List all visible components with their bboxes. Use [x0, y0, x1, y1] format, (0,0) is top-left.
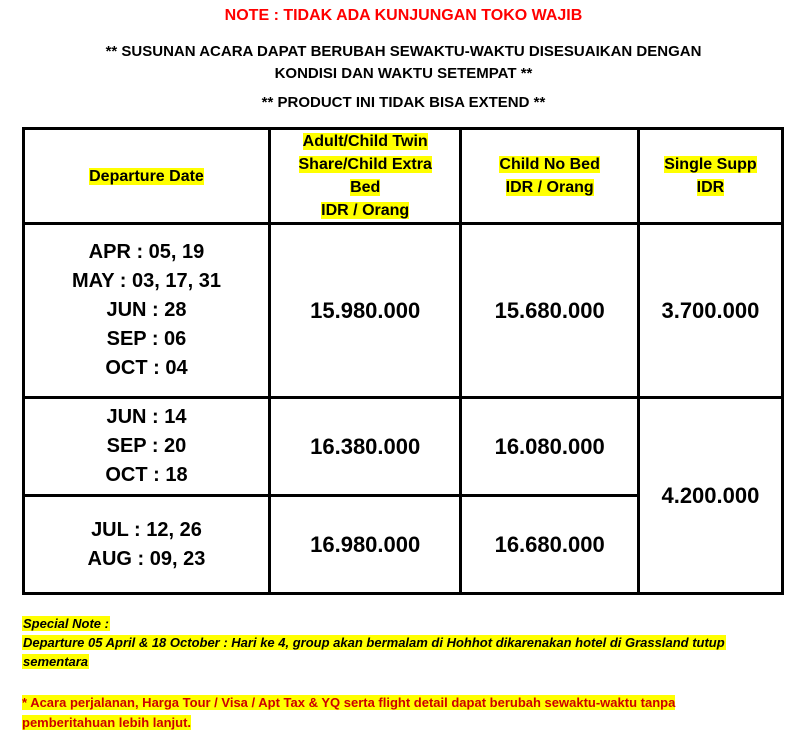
no-shopping-note: NOTE : TIDAK ADA KUNJUNGAN TOKO WAJIB — [224, 7, 583, 24]
child-no-bed-price: 15.680.000 — [461, 224, 638, 398]
schedule-notice-line1: ** SUSUNAN ACARA DAPAT BERUBAH SEWAKTU-WAKTU DISESUAIKAN DENGAN — [105, 43, 702, 60]
table-row — [24, 224, 783, 398]
twin-share-price: 16.380.000 — [269, 398, 461, 496]
schedule-change-notice — [0, 41, 807, 85]
header-child-no-bed: Child No Bed IDR / Orang — [461, 129, 638, 224]
single-supp-price: 4.200.000 — [638, 398, 782, 594]
special-note — [22, 614, 787, 671]
price-table — [22, 127, 784, 595]
schedule-notice-line2: KONDISI DAN WAKTU SETEMPAT ** — [274, 65, 533, 82]
special-note-line1: Departure 05 April & 18 October : Hari ke 4, group akan bermalam di Hohhot dikarenakan hotel di Grassland tutup — [23, 635, 725, 650]
special-note-title: Special Note : — [23, 616, 109, 631]
no-extend-notice: ** PRODUCT INI TIDAK BISA EXTEND ** — [261, 94, 546, 111]
twin-share-price: 15.980.000 — [269, 224, 461, 398]
table-row — [24, 398, 783, 496]
departure-dates: JUN : 14 SEP : 20 OCT : 18 — [24, 398, 270, 496]
header-departure-date: Departure Date — [24, 129, 270, 224]
special-note-line2: sementara — [23, 654, 89, 669]
disclaimer-line2: pemberitahuan lebih lanjut. — [22, 715, 192, 730]
header-twin-share: Adult/Child Twin Share/Child Extra Bed IDR / Orang — [269, 129, 461, 224]
departure-dates: JUL : 12, 26 AUG : 09, 23 — [24, 496, 270, 594]
price-change-disclaimer — [22, 693, 787, 733]
child-no-bed-price: 16.680.000 — [461, 496, 638, 594]
header-single-supp: Single Supp IDR — [638, 129, 782, 224]
departure-dates: APR : 05, 19 MAY : 03, 17, 31 JUN : 28 SEP : 06 OCT : 04 — [24, 224, 270, 398]
table-header-row — [24, 129, 783, 224]
child-no-bed-price: 16.080.000 — [461, 398, 638, 496]
single-supp-price: 3.700.000 — [638, 224, 782, 398]
twin-share-price: 16.980.000 — [269, 496, 461, 594]
disclaimer-line1: * Acara perjalanan, Harga Tour / Visa / Apt Tax & YQ serta flight detail dapat berubah sewaktu-waktu tanpa — [22, 695, 676, 710]
